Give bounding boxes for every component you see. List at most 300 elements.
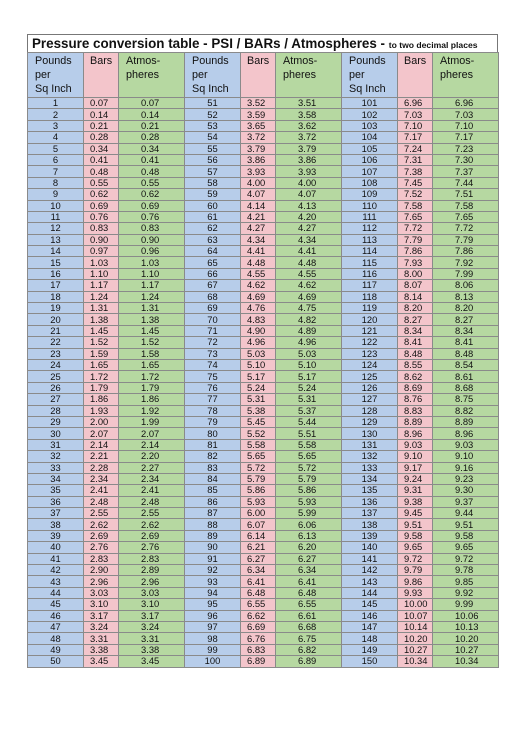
cell-bars: 2.96 xyxy=(84,576,119,587)
cell-bars: 8.76 xyxy=(398,394,433,405)
table-row xyxy=(28,496,499,507)
cell-psi: 73 xyxy=(185,348,241,359)
cell-atmospheres: 1.31 xyxy=(119,303,185,314)
cell-atmospheres: 1.17 xyxy=(119,280,185,291)
cell-atmospheres: 2.76 xyxy=(119,542,185,553)
cell-psi: 150 xyxy=(342,656,398,667)
cell-bars: 8.55 xyxy=(398,359,433,370)
cell-bars: 6.07 xyxy=(241,519,276,530)
cell-bars: 7.65 xyxy=(398,211,433,222)
cell-psi: 92 xyxy=(185,565,241,576)
cell-psi: 102 xyxy=(342,109,398,120)
cell-psi: 54 xyxy=(185,132,241,143)
cell-psi: 40 xyxy=(28,542,84,553)
cell-atmospheres: 3.24 xyxy=(119,621,185,632)
cell-atmospheres: 4.27 xyxy=(276,223,342,234)
cell-atmospheres: 1.52 xyxy=(119,337,185,348)
cell-psi: 145 xyxy=(342,599,398,610)
cell-atmospheres: 1.58 xyxy=(119,348,185,359)
cell-atmospheres: 5.51 xyxy=(276,428,342,439)
cell-bars: 1.03 xyxy=(84,257,119,268)
cell-psi: 17 xyxy=(28,280,84,291)
table-row xyxy=(28,565,499,576)
cell-bars: 3.31 xyxy=(84,633,119,644)
cell-bars: 0.83 xyxy=(84,223,119,234)
cell-psi: 37 xyxy=(28,508,84,519)
cell-bars: 10.20 xyxy=(398,633,433,644)
cell-atmospheres: 0.96 xyxy=(119,246,185,257)
cell-psi: 128 xyxy=(342,405,398,416)
cell-atmospheres: 7.17 xyxy=(433,132,499,143)
cell-psi: 117 xyxy=(342,280,398,291)
cell-psi: 148 xyxy=(342,633,398,644)
cell-bars: 5.58 xyxy=(241,439,276,450)
cell-atmospheres: 8.34 xyxy=(433,325,499,336)
header-atmospheres: Atmos- pheres xyxy=(119,53,185,98)
cell-atmospheres: 8.68 xyxy=(433,382,499,393)
cell-atmospheres: 9.72 xyxy=(433,553,499,564)
cell-atmospheres: 5.03 xyxy=(276,348,342,359)
cell-bars: 8.62 xyxy=(398,371,433,382)
cell-bars: 3.17 xyxy=(84,610,119,621)
cell-atmospheres: 7.79 xyxy=(433,234,499,245)
cell-psi: 45 xyxy=(28,599,84,610)
cell-psi: 10 xyxy=(28,200,84,211)
table-row xyxy=(28,109,499,120)
cell-psi: 142 xyxy=(342,565,398,576)
cell-atmospheres: 9.51 xyxy=(433,519,499,530)
cell-psi: 9 xyxy=(28,189,84,200)
cell-bars: 1.24 xyxy=(84,291,119,302)
cell-psi: 123 xyxy=(342,348,398,359)
cell-bars: 6.62 xyxy=(241,610,276,621)
cell-psi: 3 xyxy=(28,120,84,131)
cell-atmospheres: 6.27 xyxy=(276,553,342,564)
table-row xyxy=(28,576,499,587)
table-row xyxy=(28,508,499,519)
header-bars: Bars xyxy=(241,53,276,98)
cell-atmospheres: 0.41 xyxy=(119,154,185,165)
table-row xyxy=(28,200,499,211)
cell-psi: 133 xyxy=(342,462,398,473)
cell-atmospheres: 0.48 xyxy=(119,166,185,177)
cell-bars: 5.38 xyxy=(241,405,276,416)
cell-psi: 149 xyxy=(342,644,398,655)
cell-atmospheres: 7.23 xyxy=(433,143,499,154)
cell-psi: 32 xyxy=(28,451,84,462)
cell-psi: 121 xyxy=(342,325,398,336)
cell-atmospheres: 2.41 xyxy=(119,485,185,496)
cell-atmospheres: 3.03 xyxy=(119,587,185,598)
cell-psi: 88 xyxy=(185,519,241,530)
cell-atmospheres: 10.27 xyxy=(433,644,499,655)
cell-bars: 6.55 xyxy=(241,599,276,610)
cell-psi: 34 xyxy=(28,473,84,484)
cell-atmospheres: 0.83 xyxy=(119,223,185,234)
cell-bars: 5.86 xyxy=(241,485,276,496)
cell-bars: 7.72 xyxy=(398,223,433,234)
cell-atmospheres: 10.34 xyxy=(433,656,499,667)
cell-atmospheres: 3.45 xyxy=(119,656,185,667)
title-subtitle: to two decimal places xyxy=(388,40,478,50)
cell-bars: 8.07 xyxy=(398,280,433,291)
cell-bars: 8.27 xyxy=(398,314,433,325)
table-row xyxy=(28,519,499,530)
cell-psi: 26 xyxy=(28,382,84,393)
cell-psi: 104 xyxy=(342,132,398,143)
cell-atmospheres: 4.34 xyxy=(276,234,342,245)
cell-bars: 1.72 xyxy=(84,371,119,382)
table-row xyxy=(28,280,499,291)
cell-psi: 85 xyxy=(185,485,241,496)
cell-atmospheres: 9.10 xyxy=(433,451,499,462)
cell-atmospheres: 8.96 xyxy=(433,428,499,439)
cell-psi: 100 xyxy=(185,656,241,667)
cell-bars: 2.41 xyxy=(84,485,119,496)
table-row xyxy=(28,257,499,268)
cell-bars: 4.76 xyxy=(241,303,276,314)
cell-bars: 2.48 xyxy=(84,496,119,507)
cell-psi: 130 xyxy=(342,428,398,439)
cell-psi: 52 xyxy=(185,109,241,120)
header-row xyxy=(28,53,499,98)
cell-bars: 6.69 xyxy=(241,621,276,632)
cell-bars: 2.69 xyxy=(84,530,119,541)
cell-psi: 105 xyxy=(342,143,398,154)
table-row xyxy=(28,303,499,314)
cell-atmospheres: 5.37 xyxy=(276,405,342,416)
cell-atmospheres: 7.72 xyxy=(433,223,499,234)
cell-bars: 4.21 xyxy=(241,211,276,222)
cell-atmospheres: 10.06 xyxy=(433,610,499,621)
cell-psi: 31 xyxy=(28,439,84,450)
cell-atmospheres: 2.27 xyxy=(119,462,185,473)
table-row xyxy=(28,211,499,222)
cell-bars: 4.48 xyxy=(241,257,276,268)
cell-psi: 116 xyxy=(342,268,398,279)
table-row xyxy=(28,382,499,393)
cell-bars: 5.45 xyxy=(241,416,276,427)
cell-bars: 4.07 xyxy=(241,189,276,200)
cell-bars: 6.76 xyxy=(241,633,276,644)
cell-atmospheres: 3.79 xyxy=(276,143,342,154)
cell-bars: 5.03 xyxy=(241,348,276,359)
cell-psi: 110 xyxy=(342,200,398,211)
cell-psi: 81 xyxy=(185,439,241,450)
table-row xyxy=(28,416,499,427)
cell-bars: 4.00 xyxy=(241,177,276,188)
cell-bars: 4.14 xyxy=(241,200,276,211)
cell-psi: 138 xyxy=(342,519,398,530)
cell-atmospheres: 2.89 xyxy=(119,565,185,576)
cell-bars: 0.41 xyxy=(84,154,119,165)
cell-psi: 13 xyxy=(28,234,84,245)
cell-bars: 3.79 xyxy=(241,143,276,154)
cell-atmospheres: 2.34 xyxy=(119,473,185,484)
cell-bars: 6.00 xyxy=(241,508,276,519)
cell-atmospheres: 4.75 xyxy=(276,303,342,314)
table-row xyxy=(28,473,499,484)
table-row xyxy=(28,359,499,370)
cell-psi: 112 xyxy=(342,223,398,234)
table-body xyxy=(28,98,499,668)
cell-atmospheres: 7.58 xyxy=(433,200,499,211)
cell-bars: 2.90 xyxy=(84,565,119,576)
table-row xyxy=(28,246,499,257)
cell-psi: 63 xyxy=(185,234,241,245)
cell-bars: 1.10 xyxy=(84,268,119,279)
cell-psi: 46 xyxy=(28,610,84,621)
table-row xyxy=(28,314,499,325)
cell-psi: 139 xyxy=(342,530,398,541)
header-psi: Pounds per Sq Inch xyxy=(342,53,398,98)
cell-psi: 70 xyxy=(185,314,241,325)
cell-atmospheres: 9.23 xyxy=(433,473,499,484)
cell-atmospheres: 1.65 xyxy=(119,359,185,370)
cell-psi: 114 xyxy=(342,246,398,257)
cell-bars: 6.27 xyxy=(241,553,276,564)
cell-atmospheres: 6.89 xyxy=(276,656,342,667)
cell-psi: 87 xyxy=(185,508,241,519)
cell-atmospheres: 9.30 xyxy=(433,485,499,496)
cell-atmospheres: 6.34 xyxy=(276,565,342,576)
cell-bars: 1.52 xyxy=(84,337,119,348)
cell-atmospheres: 6.48 xyxy=(276,587,342,598)
cell-psi: 62 xyxy=(185,223,241,234)
cell-atmospheres: 0.28 xyxy=(119,132,185,143)
cell-bars: 2.83 xyxy=(84,553,119,564)
table-row xyxy=(28,337,499,348)
cell-atmospheres: 2.69 xyxy=(119,530,185,541)
pressure-conversion-table xyxy=(27,52,499,668)
cell-psi: 99 xyxy=(185,644,241,655)
cell-psi: 41 xyxy=(28,553,84,564)
cell-psi: 84 xyxy=(185,473,241,484)
cell-psi: 119 xyxy=(342,303,398,314)
cell-bars: 3.03 xyxy=(84,587,119,598)
cell-atmospheres: 8.27 xyxy=(433,314,499,325)
cell-psi: 5 xyxy=(28,143,84,154)
cell-psi: 125 xyxy=(342,371,398,382)
cell-atmospheres: 2.55 xyxy=(119,508,185,519)
cell-psi: 71 xyxy=(185,325,241,336)
cell-bars: 9.45 xyxy=(398,508,433,519)
cell-psi: 24 xyxy=(28,359,84,370)
table-row xyxy=(28,485,499,496)
cell-bars: 3.86 xyxy=(241,154,276,165)
cell-bars: 2.34 xyxy=(84,473,119,484)
cell-bars: 3.10 xyxy=(84,599,119,610)
cell-psi: 135 xyxy=(342,485,398,496)
cell-psi: 131 xyxy=(342,439,398,450)
table-row xyxy=(28,621,499,632)
cell-bars: 3.59 xyxy=(241,109,276,120)
cell-bars: 6.34 xyxy=(241,565,276,576)
header-bars: Bars xyxy=(84,53,119,98)
cell-bars: 3.93 xyxy=(241,166,276,177)
cell-psi: 25 xyxy=(28,371,84,382)
cell-bars: 0.21 xyxy=(84,120,119,131)
cell-atmospheres: 4.20 xyxy=(276,211,342,222)
cell-psi: 36 xyxy=(28,496,84,507)
cell-bars: 5.79 xyxy=(241,473,276,484)
cell-bars: 7.79 xyxy=(398,234,433,245)
cell-atmospheres: 5.31 xyxy=(276,394,342,405)
cell-psi: 16 xyxy=(28,268,84,279)
cell-psi: 18 xyxy=(28,291,84,302)
cell-bars: 0.76 xyxy=(84,211,119,222)
cell-atmospheres: 1.92 xyxy=(119,405,185,416)
cell-bars: 8.14 xyxy=(398,291,433,302)
cell-atmospheres: 8.48 xyxy=(433,348,499,359)
cell-atmospheres: 5.10 xyxy=(276,359,342,370)
cell-psi: 95 xyxy=(185,599,241,610)
cell-atmospheres: 8.54 xyxy=(433,359,499,370)
cell-bars: 6.96 xyxy=(398,98,433,109)
cell-bars: 0.62 xyxy=(84,189,119,200)
cell-bars: 9.65 xyxy=(398,542,433,553)
header-atmospheres: Atmos- pheres xyxy=(276,53,342,98)
table-row xyxy=(28,610,499,621)
cell-atmospheres: 9.03 xyxy=(433,439,499,450)
cell-bars: 5.17 xyxy=(241,371,276,382)
cell-psi: 2 xyxy=(28,109,84,120)
cell-psi: 65 xyxy=(185,257,241,268)
cell-atmospheres: 5.65 xyxy=(276,451,342,462)
cell-psi: 74 xyxy=(185,359,241,370)
cell-atmospheres: 0.34 xyxy=(119,143,185,154)
table-row xyxy=(28,599,499,610)
cell-atmospheres: 4.13 xyxy=(276,200,342,211)
cell-atmospheres: 0.07 xyxy=(119,98,185,109)
table-row xyxy=(28,451,499,462)
cell-atmospheres: 8.06 xyxy=(433,280,499,291)
cell-bars: 7.58 xyxy=(398,200,433,211)
cell-bars: 3.72 xyxy=(241,132,276,143)
cell-atmospheres: 2.20 xyxy=(119,451,185,462)
cell-atmospheres: 8.75 xyxy=(433,394,499,405)
table-row xyxy=(28,154,499,165)
cell-atmospheres: 1.10 xyxy=(119,268,185,279)
table-row xyxy=(28,166,499,177)
cell-atmospheres: 8.82 xyxy=(433,405,499,416)
cell-bars: 2.76 xyxy=(84,542,119,553)
cell-psi: 96 xyxy=(185,610,241,621)
cell-bars: 2.62 xyxy=(84,519,119,530)
cell-psi: 23 xyxy=(28,348,84,359)
cell-psi: 111 xyxy=(342,211,398,222)
cell-bars: 2.28 xyxy=(84,462,119,473)
cell-bars: 1.86 xyxy=(84,394,119,405)
cell-psi: 50 xyxy=(28,656,84,667)
cell-atmospheres: 9.92 xyxy=(433,587,499,598)
cell-bars: 0.07 xyxy=(84,98,119,109)
cell-psi: 77 xyxy=(185,394,241,405)
cell-bars: 10.34 xyxy=(398,656,433,667)
cell-psi: 122 xyxy=(342,337,398,348)
cell-psi: 49 xyxy=(28,644,84,655)
cell-bars: 1.17 xyxy=(84,280,119,291)
cell-bars: 8.89 xyxy=(398,416,433,427)
cell-bars: 8.20 xyxy=(398,303,433,314)
cell-atmospheres: 4.82 xyxy=(276,314,342,325)
cell-bars: 9.93 xyxy=(398,587,433,598)
cell-bars: 8.96 xyxy=(398,428,433,439)
cell-bars: 1.65 xyxy=(84,359,119,370)
cell-bars: 10.14 xyxy=(398,621,433,632)
cell-atmospheres: 9.99 xyxy=(433,599,499,610)
cell-bars: 4.55 xyxy=(241,268,276,279)
cell-atmospheres: 1.45 xyxy=(119,325,185,336)
cell-psi: 66 xyxy=(185,268,241,279)
cell-psi: 113 xyxy=(342,234,398,245)
cell-bars: 6.83 xyxy=(241,644,276,655)
cell-bars: 8.83 xyxy=(398,405,433,416)
table-row xyxy=(28,428,499,439)
cell-psi: 51 xyxy=(185,98,241,109)
cell-psi: 60 xyxy=(185,200,241,211)
cell-psi: 20 xyxy=(28,314,84,325)
cell-atmospheres: 3.38 xyxy=(119,644,185,655)
cell-atmospheres: 7.92 xyxy=(433,257,499,268)
cell-psi: 79 xyxy=(185,416,241,427)
cell-psi: 68 xyxy=(185,291,241,302)
cell-psi: 124 xyxy=(342,359,398,370)
cell-atmospheres: 5.44 xyxy=(276,416,342,427)
cell-atmospheres: 4.48 xyxy=(276,257,342,268)
cell-psi: 107 xyxy=(342,166,398,177)
cell-atmospheres: 1.79 xyxy=(119,382,185,393)
cell-atmospheres: 6.96 xyxy=(433,98,499,109)
table-row xyxy=(28,542,499,553)
cell-atmospheres: 0.55 xyxy=(119,177,185,188)
cell-psi: 134 xyxy=(342,473,398,484)
cell-psi: 7 xyxy=(28,166,84,177)
cell-atmospheres: 0.62 xyxy=(119,189,185,200)
cell-bars: 9.51 xyxy=(398,519,433,530)
header-psi: Pounds per Sq Inch xyxy=(185,53,241,98)
table-row xyxy=(28,98,499,109)
table-row xyxy=(28,189,499,200)
cell-psi: 103 xyxy=(342,120,398,131)
cell-psi: 146 xyxy=(342,610,398,621)
table-row xyxy=(28,177,499,188)
cell-psi: 98 xyxy=(185,633,241,644)
cell-bars: 8.41 xyxy=(398,337,433,348)
cell-atmospheres: 6.61 xyxy=(276,610,342,621)
cell-bars: 9.17 xyxy=(398,462,433,473)
cell-atmospheres: 9.78 xyxy=(433,565,499,576)
cell-psi: 6 xyxy=(28,154,84,165)
cell-bars: 2.21 xyxy=(84,451,119,462)
cell-bars: 3.52 xyxy=(241,98,276,109)
header-bars: Bars xyxy=(398,53,433,98)
cell-atmospheres: 1.99 xyxy=(119,416,185,427)
cell-psi: 53 xyxy=(185,120,241,131)
cell-bars: 9.79 xyxy=(398,565,433,576)
cell-atmospheres: 1.03 xyxy=(119,257,185,268)
cell-bars: 7.86 xyxy=(398,246,433,257)
table-row xyxy=(28,291,499,302)
cell-psi: 132 xyxy=(342,451,398,462)
table-row xyxy=(28,234,499,245)
cell-bars: 2.55 xyxy=(84,508,119,519)
cell-psi: 57 xyxy=(185,166,241,177)
cell-bars: 1.79 xyxy=(84,382,119,393)
cell-psi: 83 xyxy=(185,462,241,473)
cell-atmospheres: 1.38 xyxy=(119,314,185,325)
title-main: Pressure conversion table - PSI / BARs / Atmospheres - xyxy=(32,36,389,51)
